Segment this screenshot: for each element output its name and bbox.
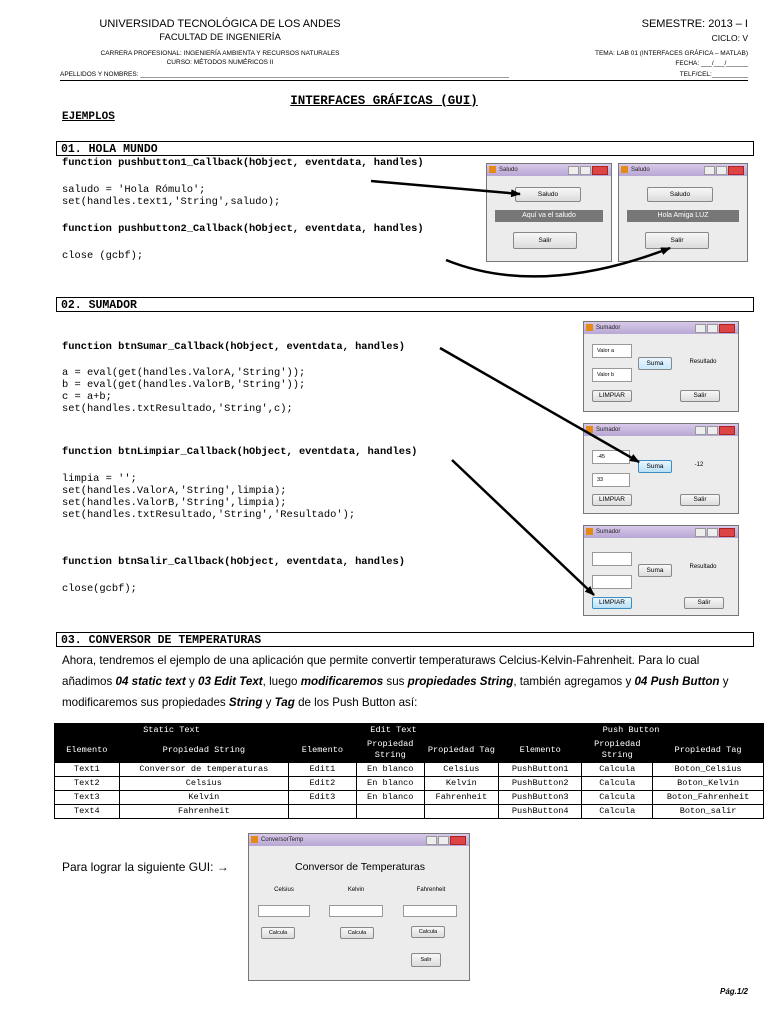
celsius-input[interactable] [258, 905, 310, 917]
code-line: b = eval(get(handles.ValorB,'String')); [62, 379, 306, 391]
suma-button[interactable]: Suma [638, 564, 672, 577]
resultado-text: Resultado [689, 359, 717, 365]
limpiar-button[interactable]: LIMPIAR [592, 494, 632, 506]
university-name: UNIVERSIDAD TECNOLÓGICA DE LOS ANDES [99, 18, 341, 30]
calcula-kelvin-button[interactable]: Calcula [340, 927, 374, 939]
table-row: Text3 Kelvin Edit3 En blanco Fahrenheit PushButton3 Calcula Boton_Fahrenheit [55, 791, 764, 805]
code-line: set(handles.txtResultado,'String',c); [62, 403, 293, 415]
column-header: Propiedad Tag [653, 738, 764, 763]
page-number: Pág.1/2 [719, 987, 748, 996]
arrow [440, 348, 639, 462]
resultado-text: Resultado [689, 564, 717, 570]
kelvin-label: Kelvin [347, 887, 365, 893]
course-line: CURSO: MÉTODOS NUMÉRICOS II [166, 59, 274, 66]
conversor-heading: Conversor de Temperaturas [295, 861, 425, 873]
celsius-label: Celsius [274, 887, 294, 893]
group-header: Edit Text [289, 724, 499, 738]
section-hola-mundo: 01. HOLA MUNDO [56, 141, 754, 156]
saludo-text: Hola Amiga LUZ [627, 210, 739, 222]
column-header: Elemento [499, 738, 582, 763]
matlab-icon [251, 836, 258, 843]
code-line: set(handles.txtResultado,'String','Resultado'); [62, 509, 356, 521]
kelvin-input[interactable] [329, 905, 383, 917]
salir-button[interactable]: Salir [684, 597, 724, 609]
table-row: Text1 Conversor de temperaturas Edit1 En blanco Celsius PushButton1 Calcula Boton_Celsius [55, 763, 764, 777]
arrow [446, 248, 670, 276]
saludo-button[interactable]: Saludo [647, 187, 713, 202]
window-title: Sumador [596, 325, 621, 331]
code-line: limpia = ''; [62, 473, 137, 485]
suma-button[interactable]: Suma [638, 357, 672, 370]
resultado-text: -12 [694, 462, 704, 468]
page-title: INTERFACES GRÁFICAS (GUI) [290, 94, 478, 108]
arrow [452, 460, 594, 595]
group-header: Push Button [499, 724, 764, 738]
examples-label: EJEMPLOS [62, 111, 115, 123]
salir-button[interactable]: Salir [645, 232, 709, 249]
code-line: function btnSalir_Callback(hObject, eventdata, handles) [62, 556, 405, 568]
code-line: c = a+b; [62, 391, 112, 403]
calcula-celsius-button[interactable]: Calcula [261, 927, 295, 939]
salir-button[interactable]: Salir [680, 390, 720, 402]
code-line: function pushbutton1_Callback(hObject, eventdata, handles) [62, 157, 424, 169]
close-icon[interactable] [450, 836, 466, 845]
column-header: Propiedad String [356, 738, 424, 763]
column-header: Elemento [289, 738, 357, 763]
conversor-window [248, 833, 470, 981]
code-line: set(handles.ValorB,'String',limpia); [62, 497, 287, 509]
semester: SEMESTRE: 2013 – I [641, 18, 748, 30]
section-conversor: 03. CONVERSOR DE TEMPERATURAS [56, 632, 754, 647]
code-line: function btnSumar_Callback(hObject, eventdata, handles) [62, 341, 405, 353]
salir-button[interactable]: Salir [513, 232, 577, 249]
column-header: Propiedad String [119, 738, 288, 763]
valor-b-input[interactable]: Valor b [592, 368, 632, 382]
cycle: CICLO: V [711, 33, 748, 43]
code-line: function btnLimpiar_Callback(hObject, eventdata, handles) [62, 446, 418, 458]
date-field: FECHA: ___/___/______ [675, 60, 748, 67]
lograr-text: Para lograr la siguiente GUI: → [62, 860, 229, 874]
code-line: close (gcbf); [62, 250, 144, 262]
group-header: Static Text [55, 724, 289, 738]
salir-button[interactable]: Salir [680, 494, 720, 506]
career-line: CARRERA PROFESIONAL: INGENIERÍA AMBIENTA Y RECURSOS NATURALES [100, 50, 340, 57]
saludo-text: Aquí va el saludo [495, 210, 603, 222]
table-row: Text4 Fahrenheit PushButton4 Calcula Boton_salir [55, 805, 764, 819]
salir-button[interactable]: Salir [411, 953, 441, 967]
saludo-button[interactable]: Saludo [515, 187, 581, 202]
section3-paragraph: Ahora, tendremos el ejemplo de una aplicación que permite convertir temperaturaws Celcius-Kelvin-Fahrenheit. Para lo cual añadimos 04 static text y 03 Edit Text, luego modificaremos sus propiedades String, también agregamos y 04 Push Button y modificaremos sus propiedades String y Tag de los Push Button así: [62, 654, 729, 709]
valor-a-input[interactable]: -45 [592, 450, 630, 464]
limpiar-button[interactable]: LIMPIAR [592, 390, 632, 402]
window-title: ConversorTemp [261, 837, 304, 843]
suma-button[interactable]: Suma [638, 460, 672, 473]
code-line: a = eval(get(handles.ValorA,'String')); [62, 367, 306, 379]
calcula-fahrenheit-button[interactable]: Calcula [411, 926, 445, 938]
fahrenheit-input[interactable] [403, 905, 457, 917]
section-sumador: 02. SUMADOR [56, 297, 754, 312]
fahrenheit-label: Fahrenheit [416, 887, 446, 893]
code-line: saludo = 'Hola Rómulo'; [62, 184, 206, 196]
student-name-line: APELLIDOS Y NOMBRES: ______________________________________________________________________________________________________ [60, 71, 510, 78]
limpiar-button[interactable]: LIMPIAR [592, 597, 632, 609]
table-row: Text2 Celsius Edit2 En blanco Kelvin PushButton2 Calcula Boton_Kelvin [55, 777, 764, 791]
code-line: function pushbutton2_Callback(hObject, eventdata, handles) [62, 223, 424, 235]
column-header: Elemento [55, 738, 120, 763]
code-line: set(handles.ValorA,'String',limpia); [62, 485, 287, 497]
window-title: Sumador [596, 529, 621, 535]
column-header: Propiedad String [582, 738, 653, 763]
code-line: close(gcbf); [62, 583, 137, 595]
column-header: Propiedad Tag [424, 738, 498, 763]
window-title: Saludo [499, 167, 518, 173]
window-title: Saludo [631, 167, 650, 173]
arrow [371, 181, 520, 194]
properties-table [54, 723, 764, 819]
window-title: Sumador [596, 427, 621, 433]
faculty-name: FACULTAD DE INGENIERÍA [159, 32, 281, 43]
topic: TEMA: LAB 01 (INTERFACES GRÁFICA – MATLAB) [594, 50, 748, 57]
valor-b-input[interactable]: 33 [592, 473, 630, 487]
valor-a-input[interactable]: Valor a [592, 344, 632, 358]
phone-field: TELF/CEL:__________ [679, 71, 748, 78]
code-line: set(handles.text1,'String',saludo); [62, 196, 281, 208]
